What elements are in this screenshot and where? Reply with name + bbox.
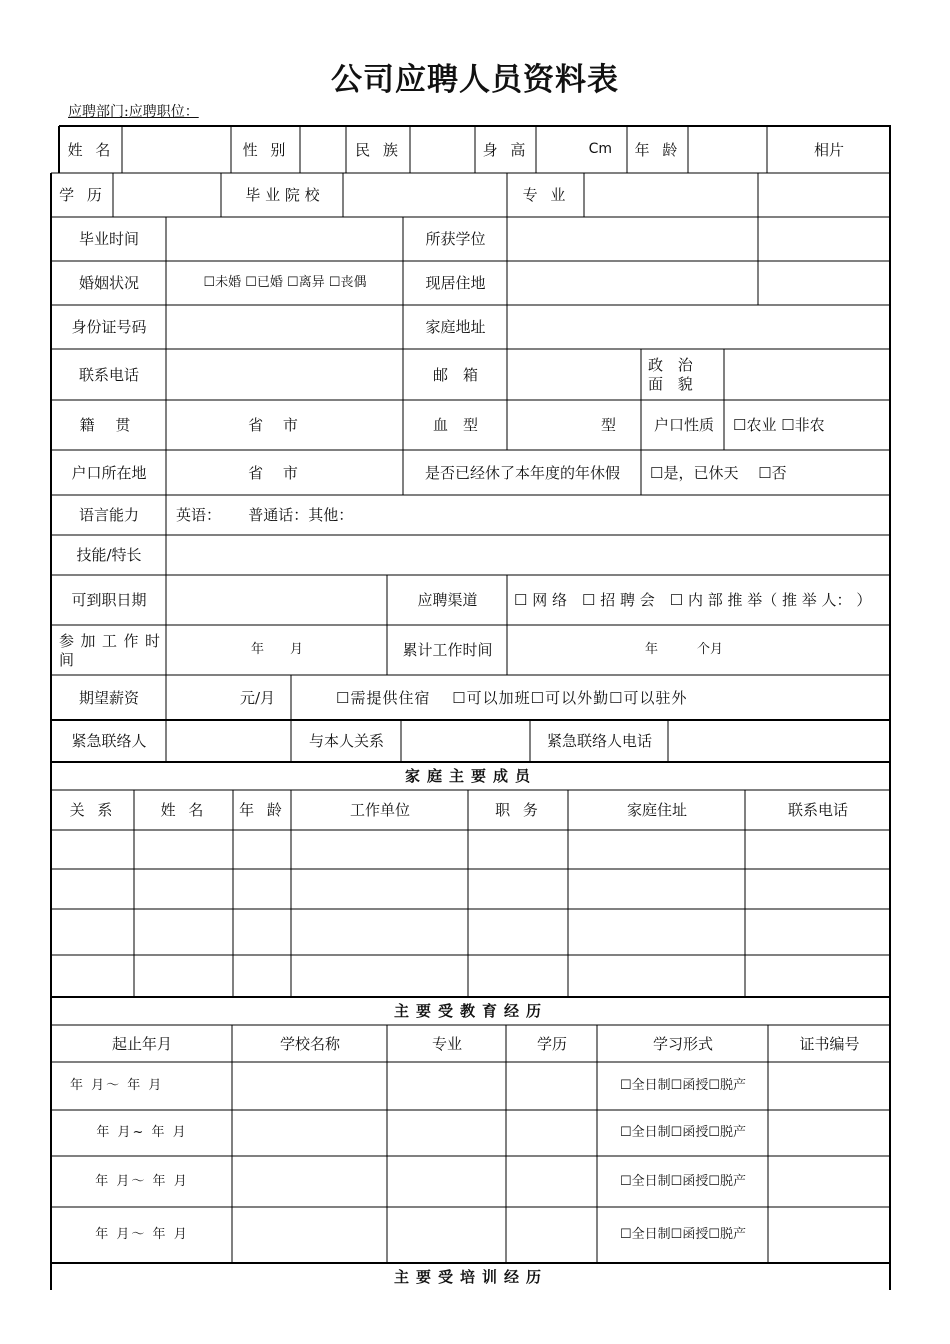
label-marital: 婚姻状况 bbox=[78, 274, 139, 293]
label-hukou-type: 户口性质 bbox=[653, 416, 714, 435]
ethnicity-field[interactable] bbox=[411, 127, 475, 173]
label-available-date: 可到职日期 bbox=[71, 591, 147, 610]
label-relation: 与本人关系 bbox=[308, 732, 384, 751]
label-residence: 现居住地 bbox=[425, 274, 486, 293]
political-field[interactable] bbox=[725, 350, 890, 400]
label-grad-time: 毕业时间 bbox=[78, 230, 139, 249]
edu-row-period[interactable]: 年 月～ 年 月 bbox=[95, 1227, 189, 1243]
edu-row-study-form[interactable]: ☐全日制☐函授☐脱产 bbox=[620, 1125, 746, 1141]
label-skills: 技能/特长 bbox=[76, 546, 142, 565]
label-name: 姓 名 bbox=[67, 140, 115, 159]
family-col-relation: 关 系 bbox=[69, 801, 117, 820]
native-place-field[interactable]: 省 市 bbox=[248, 416, 298, 435]
label-salary: 期望薪资 bbox=[78, 688, 139, 707]
label-political: 政 治 面 貌 bbox=[648, 356, 698, 393]
label-age: 年 龄 bbox=[634, 140, 682, 159]
edu-row-period[interactable]: 年 月～ 年 月 bbox=[95, 1173, 189, 1189]
edu-row-study-form[interactable]: ☐全日制☐函授☐脱产 bbox=[620, 1078, 746, 1094]
label-gender: 性 别 bbox=[242, 140, 290, 159]
blood-type-field[interactable]: 型 bbox=[600, 416, 616, 435]
label-total-work: 累计工作时间 bbox=[402, 641, 493, 660]
label-emergency-contact: 紧急联络人 bbox=[71, 732, 147, 751]
label-height: 身 高 bbox=[482, 140, 530, 159]
residence-field[interactable] bbox=[508, 262, 758, 305]
language-field[interactable]: 英语： 普通话：其他： bbox=[176, 506, 354, 525]
grad-time-field[interactable] bbox=[167, 218, 403, 261]
salary-options[interactable]: ☐需提供住宿 ☐可以加班☐可以外勤☐可以驻外 bbox=[336, 688, 688, 707]
label-email: 邮 箱 bbox=[432, 365, 478, 384]
emergency-phone-field[interactable] bbox=[669, 721, 890, 762]
channel-options[interactable]: ☐ 网 络 ☐ 招 聘 会 ☐ 内 部 推 举（ 推 举 人： ） bbox=[514, 591, 872, 610]
family-row[interactable] bbox=[52, 870, 890, 909]
family-col-position: 职 务 bbox=[495, 801, 542, 820]
available-date-field[interactable] bbox=[167, 576, 387, 625]
label-blood-type: 血 型 bbox=[432, 416, 478, 435]
family-section-header: 家庭主要成员 bbox=[404, 767, 537, 786]
hukou-location-field[interactable]: 省 市 bbox=[248, 463, 298, 482]
position-applied-label: 应聘部门:应聘职位： bbox=[68, 104, 199, 120]
label-degree: 所获学位 bbox=[425, 230, 486, 249]
label-channel: 应聘渠道 bbox=[417, 591, 478, 610]
age-field[interactable] bbox=[689, 127, 767, 173]
education-field[interactable] bbox=[114, 174, 221, 217]
major-field[interactable] bbox=[585, 174, 758, 217]
family-col-employer: 工作单位 bbox=[349, 801, 410, 820]
email-field[interactable] bbox=[508, 350, 641, 400]
label-hukou-location: 户口所在地 bbox=[71, 463, 147, 482]
family-col-age: 年 龄 bbox=[239, 801, 286, 820]
label-annual-leave: 是否已经休了本年度的年休假 bbox=[424, 463, 620, 482]
label-phone: 联系电话 bbox=[78, 365, 139, 384]
annual-leave-options[interactable]: ☐是，已休天 ☐否 bbox=[650, 463, 787, 482]
phone-field[interactable] bbox=[167, 350, 403, 400]
gender-field[interactable] bbox=[301, 127, 346, 173]
edu-row-study-form[interactable]: ☐全日制☐函授☐脱产 bbox=[620, 1227, 746, 1243]
photo-area[interactable] bbox=[759, 174, 890, 305]
home-address-field[interactable] bbox=[508, 306, 890, 349]
label-photo: 相片 bbox=[813, 140, 844, 159]
label-home-address: 家庭地址 bbox=[425, 318, 486, 337]
id-number-field[interactable] bbox=[167, 306, 403, 349]
marital-options[interactable]: ☐未婚 ☐已婚 ☐离异 ☐丧偶 bbox=[203, 275, 367, 291]
edu-col-major: 专业 bbox=[431, 1034, 462, 1053]
label-language: 语言能力 bbox=[78, 506, 139, 525]
label-major: 专 业 bbox=[522, 186, 570, 205]
family-row[interactable] bbox=[52, 956, 890, 996]
label-ethnicity: 民 族 bbox=[355, 140, 402, 159]
education-section-header: 主要受教育经历 bbox=[393, 1002, 548, 1021]
label-work-start: 参加工作时间 bbox=[59, 631, 163, 669]
relation-field[interactable] bbox=[402, 721, 530, 762]
family-col-phone: 联系电话 bbox=[787, 801, 848, 820]
skills-field[interactable] bbox=[167, 536, 890, 575]
edu-col-period: 起止年月 bbox=[111, 1034, 172, 1053]
name-field[interactable] bbox=[123, 127, 231, 173]
family-row[interactable] bbox=[52, 910, 890, 955]
edu-col-study-form: 学习形式 bbox=[652, 1034, 713, 1053]
label-id-number: 身份证号码 bbox=[71, 318, 147, 337]
label-education: 学 历 bbox=[59, 186, 106, 205]
edu-col-school: 学校名称 bbox=[279, 1034, 340, 1053]
edu-col-degree: 学历 bbox=[536, 1034, 567, 1053]
work-start-field[interactable]: 年 月 bbox=[250, 642, 303, 658]
hukou-type-options[interactable]: ☐农业 ☐非农 bbox=[733, 416, 825, 435]
height-unit: Cm bbox=[588, 141, 612, 158]
label-emergency-phone: 紧急联络人电话 bbox=[546, 732, 652, 751]
salary-field[interactable]: 元/月 bbox=[239, 688, 275, 707]
total-work-field[interactable]: 年 个月 bbox=[644, 642, 723, 658]
edu-col-certificate: 证书编号 bbox=[799, 1034, 860, 1053]
school-field[interactable] bbox=[344, 174, 507, 217]
family-col-name: 姓 名 bbox=[160, 801, 208, 820]
family-col-address: 家庭住址 bbox=[626, 801, 687, 820]
edu-row-period[interactable]: 年 月~ 年 月 bbox=[96, 1125, 188, 1141]
training-section-header: 主要受培训经历 bbox=[393, 1268, 548, 1287]
edu-row-period[interactable]: 年 月～ 年 月 bbox=[70, 1078, 164, 1094]
family-row[interactable] bbox=[52, 831, 890, 869]
emergency-contact-field[interactable] bbox=[167, 721, 291, 762]
edu-row-study-form[interactable]: ☐全日制☐函授☐脱产 bbox=[620, 1173, 746, 1189]
label-native-place: 籍 贯 bbox=[79, 416, 139, 435]
page-title: 公司应聘人员资料表 bbox=[331, 62, 619, 98]
degree-field[interactable] bbox=[508, 218, 758, 261]
label-school: 毕 业 院 校 bbox=[245, 186, 320, 205]
